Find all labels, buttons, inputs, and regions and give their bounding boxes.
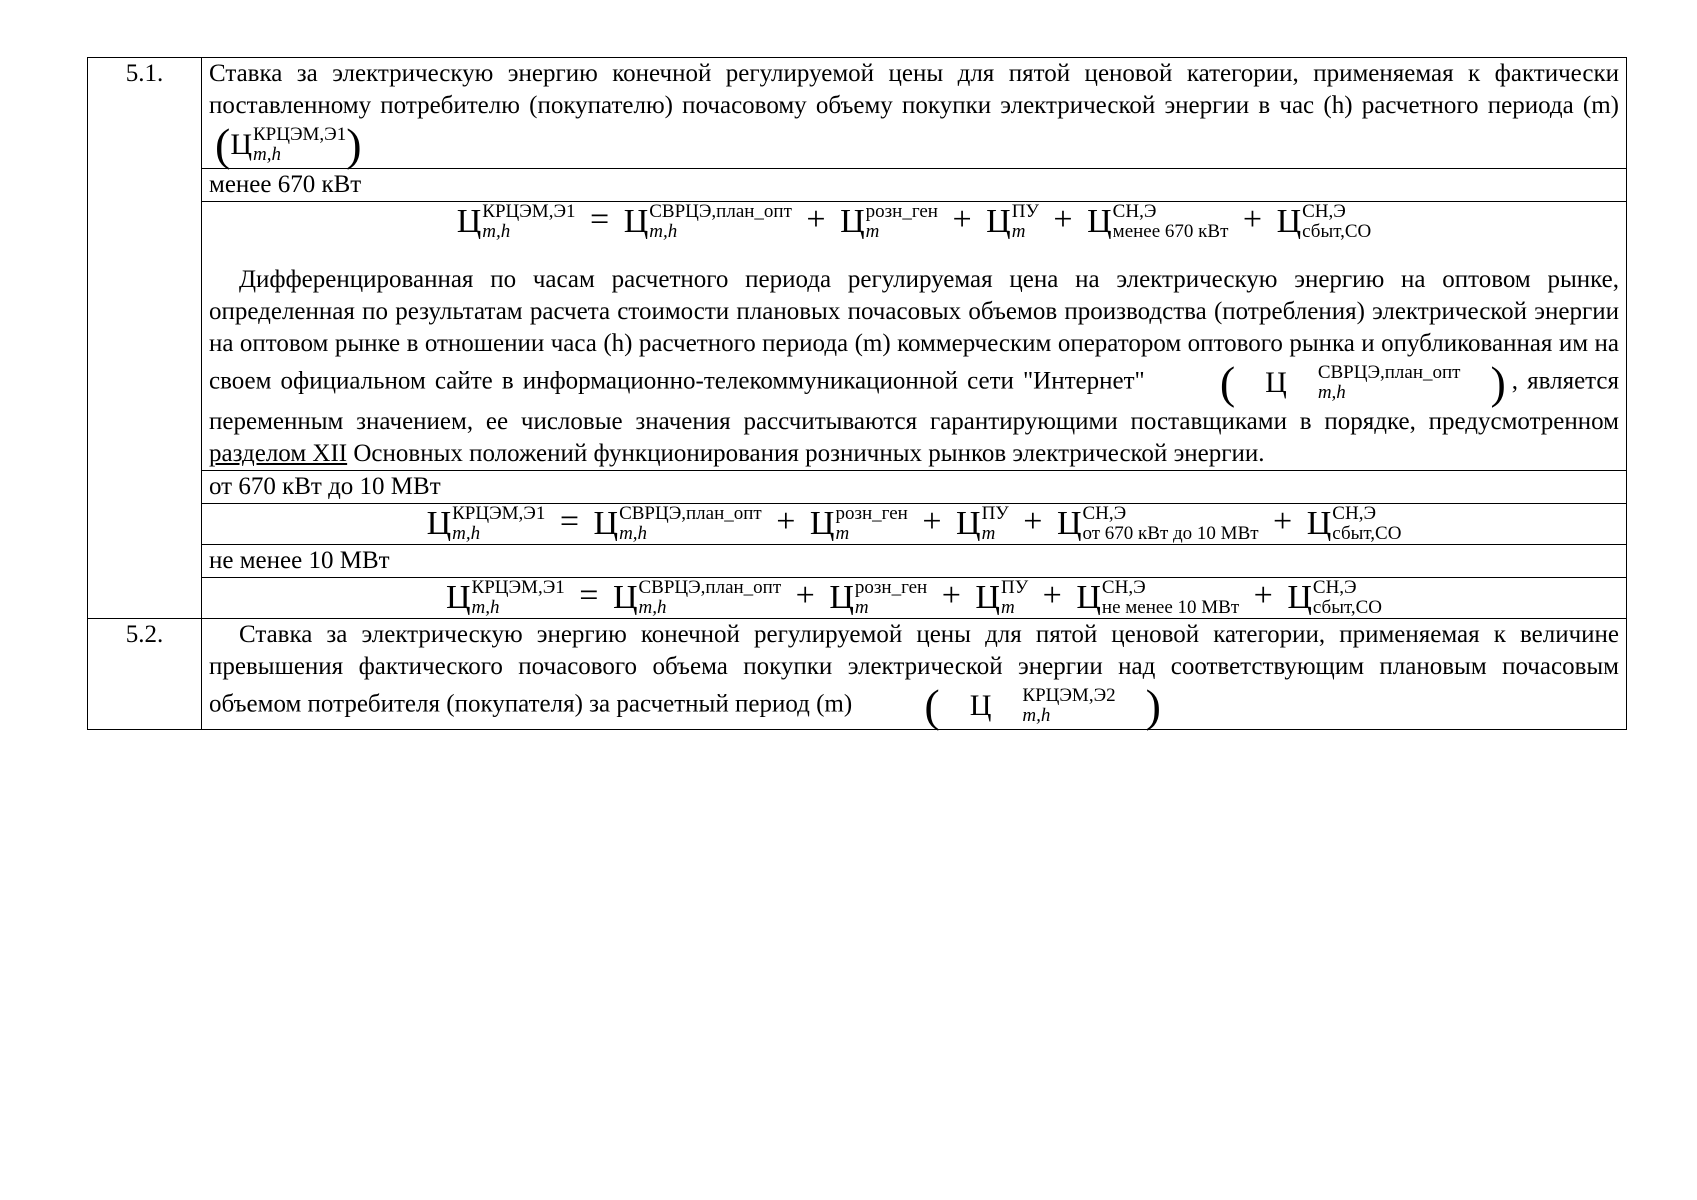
row-5-1-description	[202, 58, 1627, 169]
formula-over-10mw: Ц КРЦЭМ,Э1 m,h = Ц СВРЦЭ,план_опт m,h + Ц розн_ген m + Ц ПУ m + Ц СН,Э не менее 10 МВт + Ц СН,Э сбыт,СО	[445, 576, 1383, 618]
subheader-row-less-670	[88, 169, 1627, 202]
formula-670kw-10mw: Ц КРЦЭМ,Э1 m,h = Ц СВРЦЭ,план_опт m,h + Ц розн_ген m + Ц ПУ m + Ц СН,Э от 670 кВт до 10 МВт + Ц СН,Э сбыт,СО	[426, 502, 1402, 544]
inline-symbol-krcem-e1: ( Ц КРЦЭМ,Э1 m,h )	[215, 119, 362, 170]
subheader-over-10mw: не менее 10 МВт	[202, 545, 1627, 578]
tariff-table	[87, 57, 1627, 730]
inline-symbol-krcem-e2: ( Ц КРЦЭМ,Э2 m,h )	[924, 680, 1161, 731]
row-5-2	[88, 619, 1627, 730]
row-5-1-text: Ставка за электрическую энергию конечной регулируемой цены для пятой ценовой категории, применяемая к фактически поставленному потребителю (покупателю) почасовому объему покупки электрической энергии в час (h) расчетного периода (m)	[209, 60, 1619, 119]
description-paragraph: Дифференцированная по часам расчетного периода регулируемая цена на электрическую энергию на оптовом рынке, определенная по результатам расчета стоимости плановых почасовых объемов производства (потребления) электрической энергии на оптовом рынке в отношении часа (h) расчетного периода (m) коммерческим оператором оптового рынка и опубликованная им на своем официальном сайте в информационно-телекоммуникационной сети "Интернет" ( Ц СВРЦЭ,план_опт m,h ) , является переменным значением, ее числовые значения рассчитываются гарантирующими поставщиками в порядке, предусмотренном разделом XII Основных положений функционирования розничных рынков электрической энергии.	[209, 266, 1619, 467]
row-5-2-description	[202, 619, 1627, 730]
formula-row-over-10	[88, 578, 1627, 619]
inline-symbol-svrce: ( Ц СВРЦЭ,план_опт m,h )	[1219, 357, 1506, 408]
section-xii-link[interactable]: разделом XII	[209, 440, 348, 467]
formula-row-less-670	[88, 202, 1627, 471]
subheader-row-670-10	[88, 471, 1627, 504]
row-number: 5.1.	[88, 58, 202, 619]
row-number: 5.2.	[88, 619, 202, 730]
subheader-670kw-10mw: от 670 кВт до 10 МВт	[202, 471, 1627, 504]
formula-row-670-10	[88, 504, 1627, 545]
subheader-less-670kw: менее 670 кВт	[202, 169, 1627, 202]
subheader-row-over-10	[88, 545, 1627, 578]
row-5-1	[88, 58, 1627, 169]
row-5-2-text: Ставка за электрическую энергию конечной регулируемой цены для пятой ценовой категории, применяемая к величине превышения фактического почасового объема покупки электрической энергии над соответствующим плановым почасовым объемом потребителя (покупателя) за расчетный период (m)	[209, 621, 1619, 718]
formula-less-670kw: Ц КРЦЭМ,Э1 m,h = Ц СВРЦЭ,план_опт m,h + Ц розн_ген m + Ц ПУ m + Ц СН,Э менее 670 кВт + Ц СН,Э сбыт,СО	[456, 200, 1372, 242]
